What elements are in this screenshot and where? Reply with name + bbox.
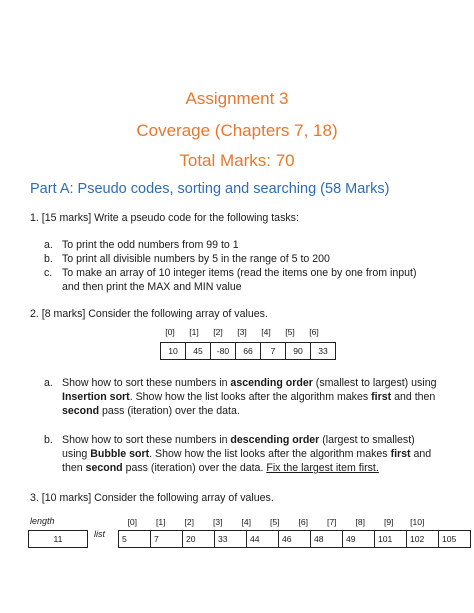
array-index: [5]	[285, 327, 295, 337]
item-label: b.	[44, 434, 53, 446]
text: . Show how the list looks after the algorithm makes	[129, 391, 372, 403]
question-3-stem: 3. [10 marks] Consider the following array of values.	[30, 492, 274, 504]
text: Show how to sort these numbers in	[62, 377, 231, 389]
text: Show how to sort these numbers in	[62, 434, 231, 446]
question-3-values	[118, 530, 471, 548]
array-index: [4]	[261, 327, 271, 337]
array-cell: 90	[286, 343, 311, 360]
array-cell: 101	[375, 531, 407, 548]
question-1-item-c	[44, 266, 416, 281]
array-cell: 102	[407, 531, 439, 548]
text: and	[410, 448, 432, 460]
text: (smallest to largest) using	[312, 377, 437, 389]
length-label: length	[30, 516, 55, 526]
list-label: list	[94, 529, 105, 539]
item-label: c.	[44, 267, 53, 279]
question-2a-line-3	[62, 404, 240, 419]
text: using	[62, 448, 91, 460]
question-2b-line-1	[44, 433, 415, 448]
item-text: To print all divisible numbers by 5 in the range of 5 to 200	[62, 253, 330, 265]
array-cell: 33	[311, 343, 336, 360]
array-index: [3]	[212, 517, 223, 527]
text: then	[62, 462, 86, 474]
question-1-item-a	[44, 238, 239, 253]
array-cell: 105	[439, 531, 471, 548]
array-cell: 5	[119, 531, 151, 548]
array-index: [7]	[326, 517, 337, 527]
question-2-values	[160, 342, 336, 360]
emphasis: Bubble sort	[90, 448, 150, 460]
assignment-title: Assignment 3	[185, 89, 289, 108]
question-1-stem: 1. [15 marks] Write a pseudo code for the following tasks:	[30, 212, 299, 224]
array-index: [8]	[355, 517, 366, 527]
item-label: b.	[44, 253, 53, 265]
array-index: [9]	[383, 517, 394, 527]
item-label: a.	[44, 377, 53, 389]
question-2-stem: 2. [8 marks] Consider the following array of values.	[30, 308, 268, 320]
array-index: [0]	[127, 517, 138, 527]
question-2a-line-1	[44, 376, 436, 391]
question-3-indices	[118, 516, 432, 528]
array-index: [10]	[410, 517, 425, 527]
array-cell: 45	[186, 343, 211, 360]
question-2b-line-2	[62, 447, 431, 462]
question-1-item-b	[44, 252, 330, 267]
array-index: [0]	[165, 327, 175, 337]
array-cell: 33	[215, 531, 247, 548]
item-text: To print the odd numbers from 99 to 1	[62, 239, 239, 251]
total-marks-heading: Total Marks: 70	[179, 151, 295, 170]
length-value: 11	[29, 531, 88, 548]
array-index: [3]	[237, 327, 247, 337]
emphasis: descending order	[230, 434, 320, 446]
array-cell: 44	[247, 531, 279, 548]
array-index: [5]	[269, 517, 280, 527]
array-cell: -80	[211, 343, 236, 360]
question-2-array	[158, 326, 326, 338]
coverage-heading: Coverage (Chapters 7, 18)	[136, 121, 338, 140]
array-index: [1]	[155, 517, 166, 527]
array-index: [2]	[213, 327, 223, 337]
question-2b-line-3	[62, 461, 379, 476]
text: and then	[391, 391, 436, 403]
array-index: [6]	[309, 327, 319, 337]
array-cell: 46	[279, 531, 311, 548]
emphasis: second	[85, 462, 123, 474]
array-index: [4]	[241, 517, 252, 527]
array-cell: 49	[343, 531, 375, 548]
array-cell: 10	[161, 343, 186, 360]
text: (largest to smallest)	[319, 434, 415, 446]
emphasis: first	[390, 448, 411, 460]
array-cell: 7	[261, 343, 286, 360]
length-cell-box	[28, 530, 88, 548]
question-1-item-c-continuation: and then print the MAX and MIN value	[62, 281, 242, 293]
array-index: [1]	[189, 327, 199, 337]
emphasis: first	[371, 391, 392, 403]
underlined-instruction: Fix the largest item first.	[266, 462, 379, 474]
emphasis: ascending order	[230, 377, 313, 389]
text: . Show how the list looks after the algorithm makes	[149, 448, 391, 460]
text: pass (iteration) over the data.	[122, 462, 267, 474]
text: pass (iteration) over the data.	[99, 405, 240, 417]
emphasis: Insertion sort	[62, 391, 130, 403]
question-2a-line-2	[62, 390, 435, 405]
part-a-heading: Part A: Pseudo codes, sorting and searching (58 Marks)	[30, 181, 390, 197]
item-label: a.	[44, 239, 53, 251]
array-index: [2]	[184, 517, 195, 527]
array-cell: 48	[311, 531, 343, 548]
emphasis: second	[62, 405, 100, 417]
array-cell: 7	[151, 531, 183, 548]
array-index: [6]	[298, 517, 309, 527]
array-cell: 66	[236, 343, 261, 360]
item-text: To make an array of 10 integer items (read the items one by one from input)	[62, 267, 417, 279]
array-cell: 20	[183, 531, 215, 548]
